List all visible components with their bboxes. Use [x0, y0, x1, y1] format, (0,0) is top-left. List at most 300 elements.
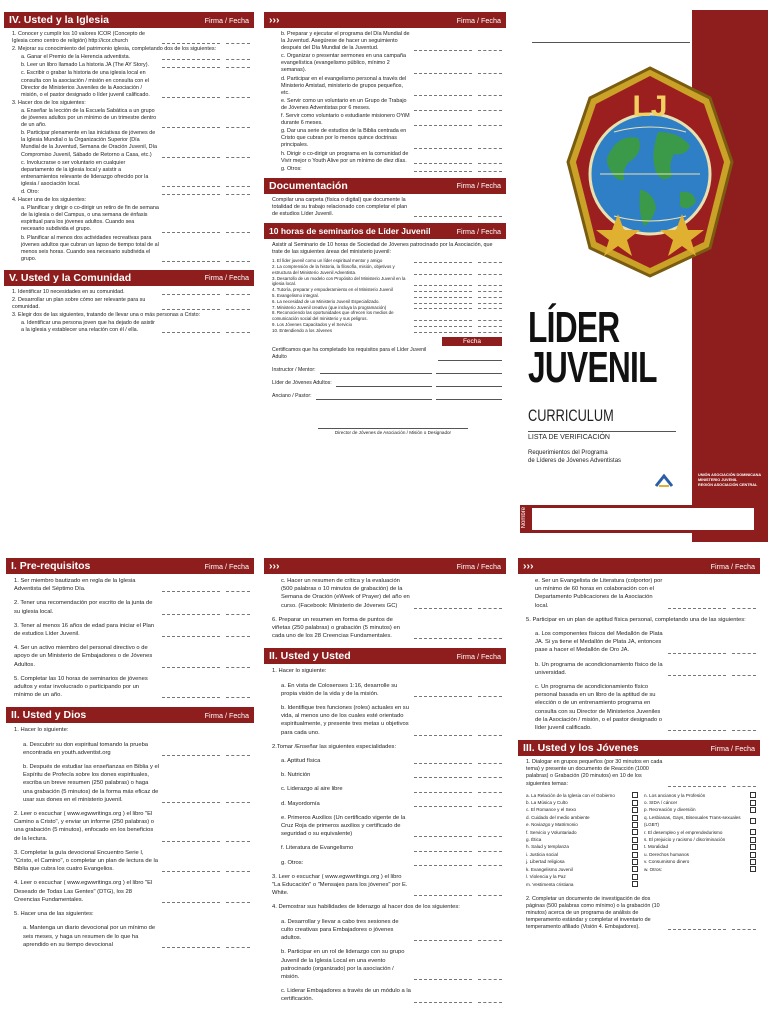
signature-line[interactable]: [414, 762, 502, 764]
item-text: e. Ser un Evangelista de Literatura (colportor) por un mínimo de 60 horas en colaboración con el Departamento Publicaciones de la Asociación local.: [535, 578, 663, 609]
checklist-item: [272, 800, 502, 808]
checklist-item: [272, 98, 502, 112]
topic-checkbox[interactable]: [632, 837, 638, 843]
signature-line[interactable]: [414, 49, 502, 51]
cover-divider: [528, 431, 676, 432]
signature-line[interactable]: [668, 652, 756, 654]
item-text: c. Hacer un resumen de crítica y la evaluación (500 palabras o 10 minutos de grabación) de la Semana de Oración (eWeek of Prayer) del año en curso. (Facebook: Ministerio de Jóvenes GC): [281, 578, 410, 609]
item-text: g. Dar una serie de estudios de la Biblia centrada en Cristo que cubran por lo menos quince doctrinas principales.: [281, 128, 407, 149]
topic-checkbox[interactable]: [632, 815, 638, 821]
item-text: 6. Preparar un resumen en forma de puntos de viñetas (250 palabras) o grabación (5 minutos) en cada uno de los 28 Creencias Fundamentales.: [272, 616, 400, 640]
checklist: [518, 574, 760, 740]
checklist-item: [14, 726, 250, 734]
signature-line[interactable]: [162, 66, 250, 68]
topic-item: [526, 806, 638, 813]
topic-checkbox[interactable]: [750, 866, 756, 872]
fecha-line[interactable]: [438, 360, 502, 361]
signature-line[interactable]: [414, 835, 502, 837]
topic-label: h. Salud y templanza: [526, 844, 569, 850]
topic-label: j. Libertad religiosa: [526, 859, 565, 865]
topic-label: o. SIDA / cáncer: [644, 800, 678, 806]
section-title: ›››: [269, 14, 280, 26]
checklist-item: [272, 577, 502, 610]
item-text: b. Un programa de acondicionamiento físico de la universidad.: [535, 661, 663, 676]
seminar-item: [272, 310, 502, 322]
signature-line[interactable]: [162, 840, 250, 842]
item-text: 4. Hacer una de los siguientes:: [12, 197, 87, 204]
checklist-item: [14, 741, 250, 757]
checklist: [4, 28, 254, 266]
item-text: 3. Hacer dos de los siguientes:: [12, 99, 86, 106]
fecha-label: Fecha: [442, 337, 502, 346]
signature-line[interactable]: [162, 58, 250, 60]
section-header: [264, 178, 506, 194]
topic-item: [526, 814, 638, 821]
signature-line[interactable]: [414, 894, 502, 896]
checklist-item: [272, 682, 502, 698]
checklist-item: [12, 54, 250, 61]
signature-line[interactable]: [414, 124, 502, 126]
signature-line[interactable]: [414, 162, 502, 164]
panel-prerequisitos: [6, 558, 254, 1024]
req-line: de Líderes de Jóvenes Adventistas: [528, 458, 622, 464]
section-header: [4, 12, 254, 28]
checklist-item: [526, 616, 756, 624]
item-text: 1. Ser miembro bautizado en regla de la Iglesia Adventista del Séptimo Día.: [14, 578, 136, 593]
item-text: 5. Evangelismo integral.: [272, 293, 319, 299]
item-text: 2. Completar un documento de investigación de dos páginas (500 palabras como mínimo) o la grabación (10 minutos) acerca de un programa de análisis de temperamento estándar y completar el inventario de temperamento afiliado (Visión 4. Embajadores).: [526, 895, 660, 931]
item-text: 8. Reconociendo las oportunidades que ofrecen los medios de comunicación social del ministerio y sus peligros.: [272, 310, 394, 322]
item-text: 2. Leer o escuchar ( www.egwwritings.org ) el libro "El Camino a Cristo", y enviar un informe (250 palabras) o una grabación (5 minutos), enfocado en los beneficios de la lectura.: [14, 811, 154, 842]
signature-line[interactable]: [414, 325, 502, 327]
fecha-line[interactable]: [436, 373, 502, 374]
signature-line[interactable]: [668, 785, 756, 787]
item-text: 1. Hacer lo siguiente:: [14, 727, 69, 734]
anciano-line[interactable]: [316, 399, 432, 400]
topic-item: [644, 829, 756, 836]
checklist: [264, 28, 506, 176]
topic-label: p. Recreación y diversión: [644, 807, 696, 813]
signature-line[interactable]: [162, 96, 250, 98]
topic-label: a. La Relación de la Iglesia con el Gobierno: [526, 792, 615, 798]
topic-checkbox[interactable]: [750, 818, 756, 824]
signature-line[interactable]: [414, 94, 502, 96]
signature-line[interactable]: [414, 296, 502, 298]
firma-fecha-label: Firma / Fecha: [456, 651, 501, 661]
org-line: REGIÓN ASOCIACIÓN CENTRAL: [698, 483, 758, 488]
signature-line[interactable]: [162, 666, 250, 668]
topic-checkbox[interactable]: [632, 844, 638, 850]
section-header: [518, 740, 760, 756]
signature-line[interactable]: [162, 42, 250, 44]
signature-line[interactable]: [414, 170, 502, 172]
checklist-item: [12, 205, 250, 233]
item-text: 5. Hacer una de las siguientes:: [14, 911, 94, 918]
section-title: V. Usted y la Comunidad: [9, 271, 132, 284]
section-title: III. Usted y los Jóvenes: [523, 742, 639, 755]
item-text: 1. Conocer y cumplir los 10 valores ICOR (Concepto de Iglesia como centro de religión) http://icor.church: [12, 31, 146, 45]
topic-checkbox[interactable]: [750, 800, 756, 806]
signature-line[interactable]: [414, 864, 502, 866]
item-text: 7. Ministerio Juvenil creativo (que incluya la programación): [272, 304, 387, 310]
signature-line[interactable]: [414, 978, 502, 980]
fecha-line[interactable]: [436, 399, 502, 400]
topic-item: [644, 866, 756, 873]
signature-line[interactable]: [414, 319, 502, 321]
section-header: [264, 648, 506, 664]
signature-line[interactable]: [414, 109, 502, 111]
checklist-item: [272, 785, 502, 793]
checklist-item: [12, 46, 250, 53]
firma-fecha-label: Firma / Fecha: [456, 226, 501, 236]
signature-line[interactable]: [414, 307, 502, 309]
section-title: Documentación: [269, 179, 348, 192]
firma-fecha-label: Firma / Fecha: [204, 710, 249, 720]
topic-item: [526, 799, 638, 806]
item-text: 2. Desarrollar un plan sobre cómo ser relevante para su comunidad.: [12, 297, 146, 311]
signature-line[interactable]: [162, 126, 250, 128]
checklist-item: [14, 910, 250, 918]
signature-line[interactable]: [414, 939, 502, 941]
signature-line[interactable]: [162, 193, 250, 195]
item-text: c. Organizar o presentar sermones en una campaña evangelística (evangelismo público, mínimo 2 semanas).: [281, 53, 406, 74]
item-text: b. Leer un libro llamado La historia JA (The AY Story).: [21, 62, 150, 69]
item-text: 5. Completar las 10 horas de seminarios de jóvenes adultos y estar involucrado o participando por un mínimo de un año.: [14, 675, 148, 699]
item-text: 4. Demostrar sus habilidades de liderazgo al hacer dos de los siguientes:: [272, 904, 460, 911]
item-text: e. Primeros Auxilios (Un certificado vigente de la Cruz Roja de primeros auxilios y certificado de seguridad o su equivalente): [281, 814, 406, 838]
item-text: Asistir al Seminario de 10 horas de Sociedad de Jóvenes patrocinado por la Asociación, que trate de las siguientes áreas del ministerio juvenil:: [272, 242, 493, 256]
signature-line[interactable]: [668, 729, 756, 731]
checklist-item: [12, 289, 250, 296]
item-text: a. Descubrir su don espiritual tomando la prueba encontrada en youth.adventist.org: [23, 741, 149, 756]
topic-item: [526, 866, 638, 873]
cover-title-line1: LÍDER: [528, 303, 620, 352]
topic-label: u. Derechos humanos: [644, 851, 689, 857]
item-text: d. Mayordomía: [281, 800, 320, 807]
topic-item: [526, 821, 638, 828]
signature-line[interactable]: [162, 801, 250, 803]
signature-line[interactable]: [414, 331, 502, 333]
checklist-item: [272, 859, 502, 867]
section-header: [264, 12, 506, 28]
topic-checkbox[interactable]: [632, 829, 638, 835]
cover-title-line2: JUVENIL: [528, 343, 657, 392]
lider-line[interactable]: [336, 386, 432, 387]
signature-line[interactable]: [414, 695, 502, 697]
signature-line[interactable]: [668, 607, 756, 609]
signature-line[interactable]: [668, 928, 756, 930]
signature-line[interactable]: [414, 215, 502, 217]
item-text: 9. Los Jóvenes Capacitados y el Servicio: [272, 322, 353, 328]
signature-line[interactable]: [414, 273, 502, 275]
topic-checkbox[interactable]: [632, 881, 638, 887]
topic-item: [644, 806, 756, 813]
checklist-item: [14, 622, 250, 638]
checklist-item: [272, 948, 502, 981]
checklist-item: [272, 151, 502, 165]
item-text: 4. Ser un activo miembro del personal directivo o de apoyo de un Ministerio de Embajadores o de Jóvenes Adultos.: [14, 645, 153, 668]
checklist-item: [272, 616, 502, 641]
firma-fecha-label: Firma / Fecha: [204, 15, 249, 25]
signature-line[interactable]: [668, 674, 756, 676]
cover-title: [528, 303, 657, 392]
topic-item: [644, 851, 756, 858]
item-text: 3. Leer o escuchar ( www.egwwritings.org ) el libro "La Educación" o "Mensajes para los jóvenes" por E. White.: [272, 873, 408, 897]
item-text: 1. Hacer lo siguiente:: [272, 668, 327, 675]
signature-line[interactable]: [162, 293, 250, 295]
checklist-item: [272, 166, 502, 173]
checklist-item: [14, 879, 250, 904]
topic-checkbox[interactable]: [750, 844, 756, 850]
topic-checkbox[interactable]: [750, 837, 756, 843]
signature-line[interactable]: [162, 185, 250, 187]
topic-label: w. Otros:: [644, 866, 663, 872]
item-text: 1. Identificar 10 necesidades en su comunidad.: [12, 288, 125, 295]
signature-line[interactable]: [162, 231, 250, 233]
item-text: c. Liderar Embajadores a través de un módulo a la certificación.: [281, 988, 411, 1003]
checklist-item: [12, 100, 250, 107]
signature-line[interactable]: [414, 261, 502, 263]
fecha-line[interactable]: [436, 386, 502, 387]
item-text: b. Planificar al menos dos actividades recreativas para jóvenes adultos que cubran un lapso de tiempo total de al menos seis horas. Cuando sea necesario subdivida el grupo.: [21, 234, 159, 262]
anciano-label: Anciano / Pastor:: [272, 392, 312, 399]
item-text: a. Identificar una persona joven que ha dejado de asistir a la iglesia y establecer una relación con él / ella.: [21, 320, 155, 334]
topic-item: [644, 799, 756, 806]
signature-line[interactable]: [414, 302, 502, 304]
checklist-item: [12, 62, 250, 69]
director-signature[interactable]: Director de Jóvenes de Asociación / Misión o Designador: [318, 428, 468, 435]
section-header: [4, 270, 254, 286]
topic-checkbox[interactable]: [750, 829, 756, 835]
signature-line[interactable]: [414, 147, 502, 149]
cover-line: [532, 42, 690, 43]
checklist-item: [14, 763, 250, 804]
checklist-item: [272, 844, 502, 852]
signature-line[interactable]: [414, 776, 502, 778]
signature-line[interactable]: [162, 635, 250, 637]
item-text: 3. Elegir dos de las siguientes, tratando de llevar una o más personas a Cristo:: [12, 312, 201, 319]
topics-col-a: [526, 792, 638, 888]
lider-label: Líder de Jóvenes Adultos:: [272, 379, 332, 386]
firma-fecha-label: Firma / Fecha: [456, 15, 501, 25]
topic-label: t. Moralidad: [644, 844, 669, 850]
signature-line[interactable]: [162, 308, 250, 310]
checklist-item: [12, 320, 250, 334]
topic-checkbox[interactable]: [750, 792, 756, 798]
item-text: a. Aptitud física: [281, 758, 321, 765]
topic-checkbox[interactable]: [632, 792, 638, 798]
checklist-item: [14, 675, 250, 700]
topic-label: r. El desempleo y el emprendedurismo: [644, 829, 723, 835]
req-line: Requerimientos del Programa: [528, 450, 608, 456]
topic-checkbox[interactable]: [632, 866, 638, 872]
signature-line[interactable]: [414, 637, 502, 639]
cover-lista: LISTA DE VERIFICACIÓN: [528, 434, 610, 441]
checklist-item: [12, 197, 250, 204]
org-text: [698, 473, 761, 489]
topic-item: [644, 843, 756, 850]
checklist-item: [272, 757, 502, 765]
topic-checkbox[interactable]: [632, 800, 638, 806]
signature-line[interactable]: [162, 754, 250, 756]
checklist-item: [12, 297, 250, 311]
topic-checkbox[interactable]: [632, 874, 638, 880]
lj-emblem-icon: [560, 62, 740, 282]
signature-line[interactable]: [162, 156, 250, 158]
signature-line[interactable]: [414, 850, 502, 852]
checklist-item: [14, 849, 250, 874]
signature-line[interactable]: [162, 870, 250, 872]
topic-label: d. Cuidado del medio ambiente: [526, 814, 590, 820]
signature-line[interactable]: [162, 331, 250, 333]
signature-line[interactable]: [162, 590, 250, 592]
seminar-item: [272, 264, 502, 276]
checklist-item: [12, 130, 250, 158]
item-text: a. Planificar y dirigir o co-dirigir un retiro de fin de semana de la iglesia o del Campus, o una semana de énfasis espiritual para los jóvenes adultos. Cuando sea necesario subdivida el grupo.: [21, 205, 159, 233]
topic-label: v. Consumismo dinero: [644, 859, 690, 865]
signature-line[interactable]: [414, 72, 502, 74]
topic-item: [526, 843, 638, 850]
item-text: 4. Tutoría, preparar y empoderamiento en el Ministerio Juvenil: [272, 287, 393, 293]
topic-label: e. Noviazgo y Matrimonio: [526, 822, 578, 828]
item-text: 1. Dialogar en grupos pequeños (por 30 minutos en cada tema) y presente un documento de Reacción (1000 palabras) o Grabación (20 minutos) en 10 de los siguientes temas:: [526, 759, 663, 787]
item-text: b. Participar en un rol de liderazgo con su grupo Juvenil de la Iglesia Local en una evento patrocinado (organizado) por la asociación / misión.: [281, 949, 405, 980]
section-header: [518, 558, 760, 574]
checklist-item: [272, 128, 502, 149]
checklist-item: [272, 704, 502, 737]
item-text: c. Escribir o grabar la historia de una iglesia local en consulta con la asociación / misión en consulta con el Director de Ministerios Juveniles de la Asociación / misión, o el pastor designado o líder juvenil calificado.: [21, 70, 150, 98]
item-text: Compilar una carpeta (física o digital) que documente la totalidad de su trabajo relacionado con completar el plan de estudios Líder Juvenil.: [272, 196, 408, 217]
checklist: [264, 664, 506, 1011]
topic-label: g. Ética: [526, 837, 542, 843]
topic-checkbox[interactable]: [750, 852, 756, 858]
nombre-field: [520, 505, 692, 533]
topic-checkbox[interactable]: [750, 859, 756, 865]
checklist-item: [272, 53, 502, 74]
firma-fecha-label: Firma / Fecha: [456, 561, 501, 571]
signature-line[interactable]: [162, 260, 250, 262]
section-title: II. Usted y Dios: [11, 709, 87, 722]
panel-usted-iglesia: [4, 12, 254, 532]
checklist-item: [12, 31, 250, 45]
signature-line[interactable]: [414, 791, 502, 793]
signature-line[interactable]: [162, 946, 250, 948]
signature-line[interactable]: [414, 607, 502, 609]
topic-label: s. El prejuicio y racismo / discriminación: [644, 837, 726, 843]
section-header: [264, 223, 506, 239]
signature-line[interactable]: [414, 290, 502, 292]
item-text: g. Otros:: [281, 859, 304, 866]
topic-item: [526, 836, 638, 843]
item-text: a. Mantenga un diario devocional por un mínimo de seis meses, y haga un resumen de lo que ha aprendido en su tiempo devocional: [23, 925, 156, 948]
section-title: IV. Usted y la Iglesia: [9, 14, 109, 26]
topic-label: m. Vestimenta cristiana: [526, 881, 574, 887]
checklist-item: [272, 667, 502, 675]
topic-checkbox[interactable]: [632, 852, 638, 858]
item-text: c. Liderazgo al aire libre: [281, 786, 343, 793]
item-text: 6. La necesidad de un Ministerio Juvenil Especializado.: [272, 298, 380, 304]
item-text: 3. Completar la guía devocional Encuentro Serie I, "Cristo, el Camino", o completar un plan de lectura de la Biblia que cubra los cuatro Evangelios.: [14, 849, 158, 873]
panel-continuacion: [264, 12, 506, 540]
topic-item: [644, 814, 756, 829]
topic-item: [526, 851, 638, 858]
topic-item: [526, 829, 638, 836]
ja-logo-icon: [652, 472, 676, 494]
checklist: [6, 723, 254, 956]
signature-line[interactable]: [162, 613, 250, 615]
instructor-line[interactable]: [320, 373, 432, 374]
nombre-label: Nombre: [521, 507, 527, 529]
item-text: h. Dirigir o co-dirigir un programa en la comunidad de Vivir mejor o Youth Alive por un mínimo de diez días.: [281, 150, 409, 164]
topic-checkbox[interactable]: [632, 822, 638, 828]
topics-col-b: [644, 792, 756, 888]
firma-fecha-label: Firma / Fecha: [204, 273, 249, 283]
item-text: b. Preparar y ejecutar el programa del Día Mundial de la Juventud. Asegúrese de hacer un seguimiento después del Día Mundial de la Juventud.: [281, 31, 410, 52]
item-text: b. Después de estudiar las enseñanzas en Biblia y el Espíritu de Profecía sobre los dones espirituales, escriba un breve resumen (250 palabras) o haga una grabación (5 minutos) de la forma más eficaz de usar sus dones en el ministerio juvenil.: [23, 764, 159, 803]
item-text: 4. Leer o escuchar ( www.egwwritings.org ) el libro "El Deseado de Todas Las Gentes" (DTG), los 28 Creencias Fundamentales.: [14, 880, 153, 903]
topic-label: k. Evangelismo Juvenil: [526, 866, 573, 872]
topic-checkbox[interactable]: [632, 859, 638, 865]
item-text: a. Desarrollar y llevar a cabo tres sesiones de culto creativas para Embajadores o jóvenes adultos.: [281, 918, 399, 942]
signature-line[interactable]: [414, 284, 502, 286]
checklist-item: [14, 577, 250, 593]
nombre-input[interactable]: [532, 508, 754, 530]
topic-item: [526, 881, 638, 888]
signature-line[interactable]: [414, 805, 502, 807]
checklist-item: [12, 70, 250, 98]
topic-label: c. El Romance y el Sexo: [526, 807, 577, 813]
checklist-item: [272, 113, 502, 127]
item-text: 2. La comprensión de la historia, la filosofía, misión, objetivos y estructura del Ministerio Juvenil Adventista.: [272, 264, 395, 275]
checklist: [6, 574, 254, 707]
section-header: [264, 558, 506, 574]
topics-checklist: [526, 792, 756, 888]
signature-line[interactable]: [414, 734, 502, 736]
item-text: 3. Desarrollo de un modelo con Propósito del Ministerio Juvenil en la iglesia local.: [272, 275, 406, 287]
item-text: a. En vista de Colosenses 1:16, desarrolle su propia visión de la vida y de la misión.: [281, 682, 398, 697]
item-text: f. Literatura de Evangelismo: [281, 845, 354, 852]
checklist-item: [272, 814, 502, 839]
signature-line[interactable]: [414, 1001, 502, 1003]
topic-checkbox[interactable]: [632, 807, 638, 813]
checklist-item: [14, 599, 250, 615]
cover-requirements: [528, 449, 621, 465]
item-text: a. Enseñar la lección de la Escuela Sabática a un grupo de jóvenes adultos por un mínimo de un trimestre dentro de un año.: [21, 107, 157, 129]
checklist-item: [272, 873, 502, 898]
checklist-item: [14, 810, 250, 843]
section-title: ›››: [269, 560, 280, 572]
signature-line[interactable]: [162, 901, 250, 903]
item-text: d. Participar en el evangelismo personal a través del Ministerio Amistad, ministerio de grupos pequeños, etc.: [281, 75, 407, 96]
topic-label: b. La Música y Culto: [526, 800, 568, 806]
checklist-item: [272, 771, 502, 779]
item-text: g. Otros:: [281, 165, 302, 172]
item-text: a. Ganar el Premio de la Herencia adventista.: [21, 54, 131, 61]
checklist-item: [12, 312, 250, 319]
item-text: b. Participar plenamente en las iniciativas de jóvenes de la Iglesia Mundial o la Organización Superior (Día Mundial de la Juventud, Semana de Oración Juvenil, Día Compromiso Juvenil, Sábado de Retorno a Casa, etc.): [21, 130, 158, 158]
seminar-item: [272, 276, 502, 288]
firma-fecha-label: Firma / Fecha: [710, 561, 755, 571]
cover-curriculum: CURRICULUM: [528, 406, 614, 425]
checklist-item: [526, 577, 756, 610]
item-text: c. Involucrarse o ser voluntario en cualquier departamento de la iglesia local y asistir a entrenamientos relevante de liderazgo ofrecido por la iglesia / asociación local.: [21, 159, 149, 187]
item-text: c. Un programa de acondicionamiento físico personal basada en un libro de la aptitud de su elección o de un entrenamiento programa en consulta con su Director de Ministerios Juveniles de la Asociación / misión, o el pastor designado o líder juvenil calificado.: [535, 684, 662, 732]
signature-line[interactable]: [162, 696, 250, 698]
item-text: 2.Tomar /Enseñar las siguientes especialidades:: [272, 743, 397, 750]
item-text: a. Los componentes físicos del Medallón de Plata JA. Si ya tiene el Medallón de Plata JA, entonces pase a hacer el Medallón de Oro JA.: [535, 631, 663, 654]
topic-checkbox[interactable]: [750, 807, 756, 813]
item-text: f. Servir como voluntario o estudiante misionero OYiM durante 6 meses.: [281, 113, 410, 127]
